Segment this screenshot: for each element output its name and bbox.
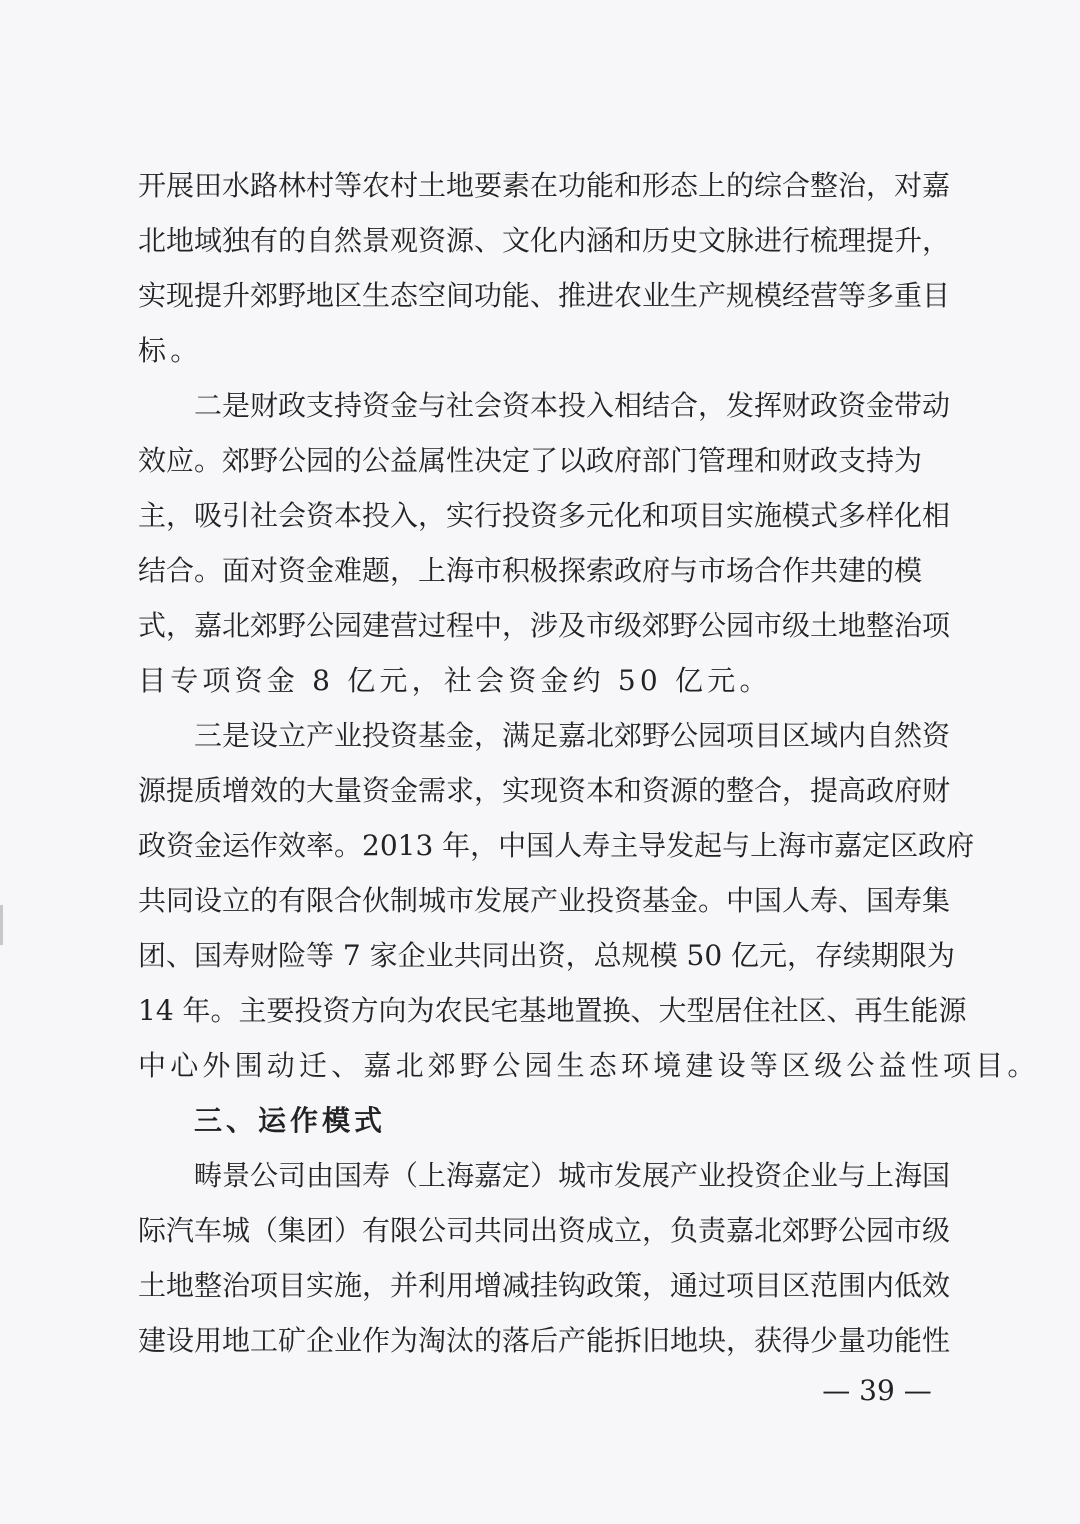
text-line: 实现提升郊野地区生态空间功能、推进农业生产规模经营等多重目 (138, 279, 951, 312)
text-line: 团、国寿财险等 7 家企业共同出资，总规模 50 亿元，存续期限为 (138, 939, 956, 972)
paragraph-first-line: 三是设立产业投资基金，满足嘉北郊野公园项目区域内自然资 (194, 719, 951, 752)
text-line: 际汽车城（集团）有限公司共同出资成立，负责嘉北郊野公园市级 (138, 1214, 951, 1247)
paragraph-first-line: 畴景公司由国寿（上海嘉定）城市发展产业投资企业与上海国 (194, 1159, 951, 1192)
text-line: 北地域独有的自然景观资源、文化内涵和历史文脉进行梳理提升， (138, 224, 951, 257)
text-line: 开展田水路林村等农村土地要素在功能和形态上的综合整治，对嘉 (138, 169, 951, 202)
text-line: 标。 (138, 334, 203, 367)
scan-edge-mark (0, 905, 3, 945)
text-line: 效应。郊野公园的公益属性决定了以政府部门管理和财政支持为 (138, 444, 923, 477)
text-line: 中心外围动迁、嘉北郊野公园生态环境建设等区级公益性项目。 (138, 1049, 1040, 1082)
text-line: 政资金运作效率。2013 年，中国人寿主导发起与上海市嘉定区政府 (138, 829, 975, 862)
text-line: 土地整治项目实施，并利用增减挂钩政策，通过项目区范围内低效 (138, 1269, 951, 1302)
text-line: 共同设立的有限合伙制城市发展产业投资基金。中国人寿、国寿集 (138, 884, 951, 917)
text-line: 结合。面对资金难题，上海市积极探索政府与市场合作共建的模 (138, 554, 923, 587)
paragraph-first-line: 二是财政支持资金与社会资本投入相结合，发挥财政资金带动 (194, 389, 951, 422)
text-line: 目专项资金 8 亿元，社会资金约 50 亿元。 (138, 664, 772, 697)
text-line: 式，嘉北郊野公园建营过程中，涉及市级郊野公园市级土地整治项 (138, 609, 951, 642)
text-line: 建设用地工矿企业作为淘汰的落后产能拆旧地块，获得少量功能性 (138, 1324, 951, 1357)
page-number: — 39 — (822, 1374, 932, 1407)
text-line: 源提质增效的大量资金需求，实现资本和资源的整合，提高政府财 (138, 774, 951, 807)
text-line: 主，吸引社会资本投入，实行投资多元化和项目实施模式多样化相 (138, 499, 951, 532)
section-heading: 三、运作模式 (194, 1104, 387, 1137)
text-line: 14 年。主要投资方向为农民宅基地置换、大型居住社区、再生能源 (138, 994, 967, 1027)
